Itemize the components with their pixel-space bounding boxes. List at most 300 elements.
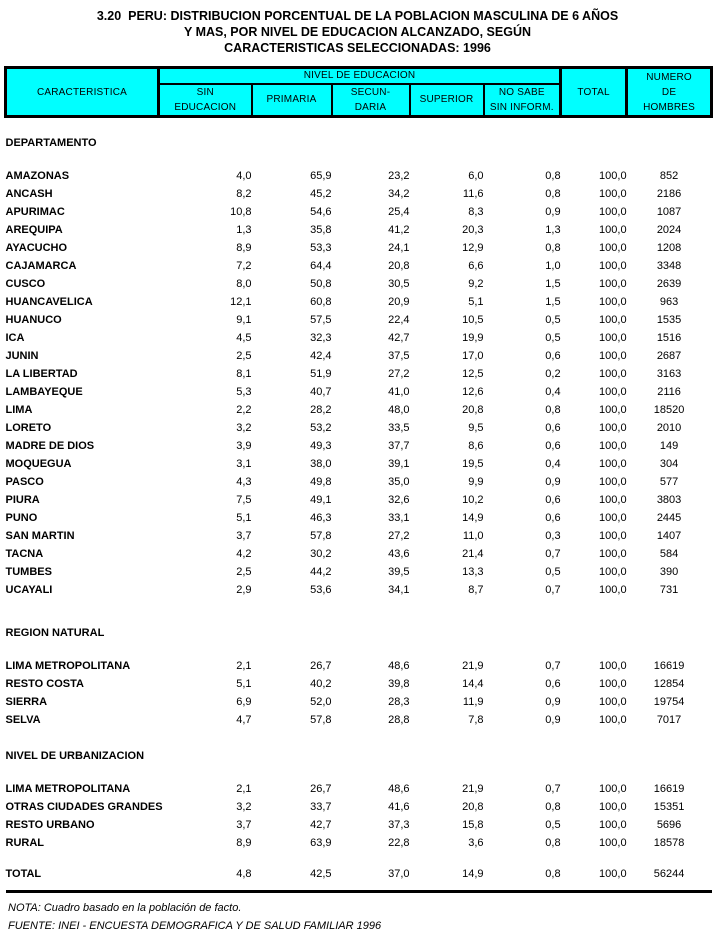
- value-cell: 3,2: [236, 800, 252, 813]
- table-row: [6, 383, 712, 401]
- value-cell: 14,4: [462, 677, 484, 690]
- value-cell: 2186: [656, 187, 682, 200]
- value-cell: 963: [659, 295, 679, 308]
- value-cell: 0,6: [545, 421, 561, 434]
- col-header-total: TOTAL: [561, 68, 627, 117]
- value-cell: 100,0: [599, 713, 627, 726]
- value-cell: 9,5: [468, 421, 484, 434]
- table-row: [6, 257, 712, 275]
- value-cell: 53,2: [310, 421, 332, 434]
- value-cell: 2,2: [236, 403, 252, 416]
- value-cell: 50,8: [310, 277, 332, 290]
- footer: [8, 899, 715, 935]
- value-cell: 100,0: [599, 349, 627, 362]
- table-row: [6, 711, 712, 729]
- value-cell: 6,6: [468, 259, 484, 272]
- bottom-rule: [6, 883, 712, 892]
- value-cell: 100,0: [599, 475, 627, 488]
- value-cell: 1,5: [545, 277, 561, 290]
- value-cell: 49,3: [310, 439, 332, 452]
- row-label: RESTO URBANO: [5, 818, 95, 831]
- value-cell: 1,3: [545, 223, 561, 236]
- value-cell: 22,8: [388, 836, 410, 849]
- table-row: [6, 167, 712, 185]
- value-cell: 100,0: [599, 169, 627, 182]
- value-cell: 42,7: [310, 818, 332, 831]
- value-cell: 100,0: [599, 493, 627, 506]
- row-label: PIURA: [5, 493, 40, 506]
- section-label: NIVEL DE URBANIZACION: [5, 749, 145, 762]
- sub-line: SIN INFORM.: [489, 101, 554, 113]
- sub-line: NO SABE: [498, 86, 545, 98]
- value-cell: 56244: [653, 867, 685, 880]
- row-label: SIERRA: [5, 695, 48, 708]
- table-header: [6, 68, 712, 117]
- value-cell: 1407: [656, 529, 682, 542]
- value-cell: 100,0: [599, 331, 627, 344]
- value-cell: 2,5: [236, 349, 252, 362]
- value-cell: 5,1: [468, 295, 484, 308]
- value-cell: 42,7: [388, 331, 410, 344]
- value-cell: 26,7: [310, 782, 332, 795]
- row-label: HUANCAVELICA: [5, 295, 93, 308]
- row-label: RESTO COSTA: [5, 677, 84, 690]
- numero-line-1: NUMERO: [646, 71, 692, 83]
- section-label-row: [6, 134, 712, 152]
- value-cell: 852: [659, 169, 679, 182]
- value-cell: 40,2: [310, 677, 332, 690]
- col-header-secundaria: [332, 84, 410, 117]
- row-label: PASCO: [5, 475, 44, 488]
- row-label: LA LIBERTAD: [5, 367, 78, 380]
- value-cell: 149: [659, 439, 679, 452]
- value-cell: 0,8: [545, 169, 561, 182]
- value-cell: 43,6: [388, 547, 410, 560]
- table-row: [6, 473, 712, 491]
- row-label: AYACUCHO: [5, 241, 68, 254]
- value-cell: 0,6: [545, 511, 561, 524]
- value-cell: 9,2: [468, 277, 484, 290]
- table-row: [6, 693, 712, 711]
- value-cell: 5,1: [236, 677, 252, 690]
- value-cell: 4,0: [236, 169, 252, 182]
- value-cell: 14,9: [462, 867, 484, 880]
- value-cell: 18578: [653, 836, 685, 849]
- value-cell: 20,8: [388, 259, 410, 272]
- value-cell: 28,2: [310, 403, 332, 416]
- col-header-sin-educacion: [159, 84, 252, 117]
- value-cell: 0,8: [545, 187, 561, 200]
- row-label: CUSCO: [5, 277, 46, 290]
- value-cell: 100,0: [599, 547, 627, 560]
- table-row: [6, 491, 712, 509]
- stats-table: [4, 66, 713, 893]
- value-cell: 14,9: [462, 511, 484, 524]
- value-cell: 0,9: [545, 205, 561, 218]
- table-row: [6, 834, 712, 852]
- value-cell: 8,6: [468, 439, 484, 452]
- value-cell: 10,2: [462, 493, 484, 506]
- value-cell: 48,6: [388, 659, 410, 672]
- value-cell: 3348: [656, 259, 682, 272]
- value-cell: 2445: [656, 511, 682, 524]
- value-cell: 100,0: [599, 818, 627, 831]
- value-cell: 20,8: [462, 403, 484, 416]
- value-cell: 100,0: [599, 223, 627, 236]
- value-cell: 100,0: [599, 385, 627, 398]
- value-cell: 100,0: [599, 695, 627, 708]
- value-cell: 57,8: [310, 529, 332, 542]
- value-cell: 100,0: [599, 565, 627, 578]
- value-cell: 15,8: [462, 818, 484, 831]
- value-cell: 100,0: [599, 367, 627, 380]
- table-row: [6, 581, 712, 599]
- value-cell: 15351: [653, 800, 685, 813]
- value-cell: 1,5: [545, 295, 561, 308]
- spacer-row: [6, 152, 712, 167]
- value-cell: 8,7: [468, 583, 484, 596]
- value-cell: 44,2: [310, 565, 332, 578]
- value-cell: 390: [659, 565, 679, 578]
- value-cell: 8,0: [236, 277, 252, 290]
- value-cell: 11,9: [462, 695, 484, 708]
- sub-line: PRIMARIA: [266, 94, 317, 106]
- value-cell: 0,8: [545, 403, 561, 416]
- header-row-group: [6, 68, 712, 84]
- spacer-row: [6, 642, 712, 657]
- value-cell: 4,3: [236, 475, 252, 488]
- value-cell: 0,9: [545, 475, 561, 488]
- value-cell: 34,1: [388, 583, 410, 596]
- value-cell: 1208: [656, 241, 682, 254]
- value-cell: 42,5: [310, 867, 332, 880]
- value-cell: 8,9: [236, 241, 252, 254]
- value-cell: 100,0: [599, 800, 627, 813]
- value-cell: 0,2: [545, 367, 561, 380]
- footer-fuente: FUENTE: INEI - ENCUESTA DEMOGRAFICA Y DE SALUD FAMILIAR 1996: [8, 920, 382, 932]
- value-cell: 49,8: [310, 475, 332, 488]
- value-cell: 100,0: [599, 439, 627, 452]
- value-cell: 100,0: [599, 836, 627, 849]
- table-row: [6, 657, 712, 675]
- table-row: [6, 865, 712, 883]
- value-cell: 0,5: [545, 313, 561, 326]
- value-cell: 731: [659, 583, 679, 596]
- value-cell: 584: [659, 547, 679, 560]
- value-cell: 10,8: [230, 205, 252, 218]
- value-cell: 20,9: [388, 295, 410, 308]
- value-cell: 0,8: [545, 800, 561, 813]
- table-row: [6, 239, 712, 257]
- value-cell: 32,3: [310, 331, 332, 344]
- value-cell: 28,3: [388, 695, 410, 708]
- value-cell: 0,5: [545, 818, 561, 831]
- row-label: HUANUCO: [5, 313, 62, 326]
- value-cell: 6,0: [468, 169, 484, 182]
- value-cell: 2687: [656, 349, 682, 362]
- value-cell: 37,0: [388, 867, 410, 880]
- row-label: LAMBAYEQUE: [5, 385, 83, 398]
- spacer-cell: [6, 642, 712, 657]
- value-cell: 35,8: [310, 223, 332, 236]
- value-cell: 22,4: [388, 313, 410, 326]
- value-cell: 100,0: [599, 259, 627, 272]
- value-cell: 577: [659, 475, 679, 488]
- spacer-cell: [6, 729, 712, 747]
- table-row: [6, 365, 712, 383]
- row-label: ICA: [5, 331, 25, 344]
- row-label: LIMA METROPOLITANA: [5, 782, 131, 795]
- value-cell: 100,0: [599, 677, 627, 690]
- value-cell: 1,0: [545, 259, 561, 272]
- value-cell: 48,6: [388, 782, 410, 795]
- value-cell: 16619: [653, 659, 685, 672]
- table-row: [6, 221, 712, 239]
- row-label: AMAZONAS: [5, 169, 70, 182]
- table-row: [6, 347, 712, 365]
- value-cell: 100,0: [599, 782, 627, 795]
- value-cell: 2,1: [236, 782, 252, 795]
- value-cell: 1535: [656, 313, 682, 326]
- row-label: AREQUIPA: [5, 223, 63, 236]
- value-cell: 100,0: [599, 313, 627, 326]
- row-label: PUNO: [5, 511, 38, 524]
- sub-line: EDUCACION: [174, 101, 237, 113]
- value-cell: 28,8: [388, 713, 410, 726]
- row-label: SELVA: [5, 713, 41, 726]
- section-label: DEPARTAMENTO: [5, 136, 97, 149]
- value-cell: 4,5: [236, 331, 252, 344]
- value-cell: 0,7: [545, 659, 561, 672]
- value-cell: 11,0: [462, 529, 484, 542]
- value-cell: 3,2: [236, 421, 252, 434]
- value-cell: 33,7: [310, 800, 332, 813]
- row-label: TACNA: [5, 547, 44, 560]
- spacer-cell: [6, 152, 712, 167]
- value-cell: 39,8: [388, 677, 410, 690]
- sub-line: SIN: [196, 86, 214, 98]
- value-cell: 60,8: [310, 295, 332, 308]
- value-cell: 12,5: [462, 367, 484, 380]
- value-cell: 27,2: [388, 529, 410, 542]
- value-cell: 40,7: [310, 385, 332, 398]
- title-line-1: 3.20 PERU: DISTRIBUCION PORCENTUAL DE LA POBLACION MASCULINA DE 6 AÑOS: [96, 9, 619, 23]
- value-cell: 23,2: [388, 169, 410, 182]
- value-cell: 21,9: [462, 782, 484, 795]
- value-cell: 19,9: [462, 331, 484, 344]
- value-cell: 37,3: [388, 818, 410, 831]
- sub-line: DARIA: [354, 101, 387, 113]
- row-label: RURAL: [5, 836, 44, 849]
- spacer-row: [6, 599, 712, 624]
- value-cell: 48,0: [388, 403, 410, 416]
- row-label: LIMA METROPOLITANA: [5, 659, 131, 672]
- value-cell: 52,0: [310, 695, 332, 708]
- value-cell: 0,6: [545, 439, 561, 452]
- col-header-no-sabe: [484, 84, 561, 117]
- table-row: [6, 509, 712, 527]
- value-cell: 11,6: [462, 187, 484, 200]
- value-cell: 41,0: [388, 385, 410, 398]
- value-cell: 19,5: [462, 457, 484, 470]
- value-cell: 5,1: [236, 511, 252, 524]
- col-header-primaria: [252, 84, 332, 117]
- value-cell: 65,9: [310, 169, 332, 182]
- value-cell: 54,6: [310, 205, 332, 218]
- value-cell: 37,7: [388, 439, 410, 452]
- value-cell: 37,5: [388, 349, 410, 362]
- value-cell: 3,7: [236, 529, 252, 542]
- value-cell: 0,6: [545, 349, 561, 362]
- table-row: [6, 545, 712, 563]
- value-cell: 1087: [656, 205, 682, 218]
- numero-line-3: HOMBRES: [643, 101, 696, 113]
- value-cell: 0,7: [545, 583, 561, 596]
- spacer-cell: [6, 852, 712, 865]
- value-cell: 8,1: [236, 367, 252, 380]
- value-cell: 45,2: [310, 187, 332, 200]
- title-line-2: Y MAS, POR NIVEL DE EDUCACION ALCANZADO, SEGÚN: [183, 25, 532, 39]
- col-header-nivel-de-educacion: NIVEL DE EDUCACION: [159, 68, 561, 84]
- value-cell: 2639: [656, 277, 682, 290]
- row-label: OTRAS CIUDADES GRANDES: [5, 800, 163, 813]
- value-cell: 1,3: [236, 223, 252, 236]
- value-cell: 7,8: [468, 713, 484, 726]
- table-row: [6, 798, 712, 816]
- value-cell: 0,3: [545, 529, 561, 542]
- value-cell: 0,6: [545, 493, 561, 506]
- spacer-row: [6, 852, 712, 865]
- table-row: [6, 563, 712, 581]
- table-row: [6, 527, 712, 545]
- section-label-row: [6, 747, 712, 765]
- value-cell: 0,8: [545, 867, 561, 880]
- value-cell: 100,0: [599, 511, 627, 524]
- col-header-caracteristica: CARACTERISTICA: [6, 68, 159, 117]
- value-cell: 100,0: [599, 867, 627, 880]
- value-cell: 27,2: [388, 367, 410, 380]
- document-title: [0, 0, 715, 56]
- value-cell: 100,0: [599, 421, 627, 434]
- value-cell: 7,5: [236, 493, 252, 506]
- table-row: [6, 419, 712, 437]
- value-cell: 3,7: [236, 818, 252, 831]
- value-cell: 100,0: [599, 277, 627, 290]
- row-label: ANCASH: [5, 187, 53, 200]
- value-cell: 0,9: [545, 695, 561, 708]
- value-cell: 4,8: [236, 867, 252, 880]
- value-cell: 16619: [653, 782, 685, 795]
- value-cell: 100,0: [599, 241, 627, 254]
- value-cell: 4,2: [236, 547, 252, 560]
- value-cell: 12854: [653, 677, 685, 690]
- table-row: [6, 311, 712, 329]
- value-cell: 0,8: [545, 836, 561, 849]
- spacer-row: [6, 117, 712, 134]
- value-cell: 2024: [656, 223, 682, 236]
- value-cell: 3,9: [236, 439, 252, 452]
- value-cell: 1516: [656, 331, 682, 344]
- value-cell: 35,0: [388, 475, 410, 488]
- value-cell: 30,2: [310, 547, 332, 560]
- value-cell: 34,2: [388, 187, 410, 200]
- value-cell: 100,0: [599, 529, 627, 542]
- value-cell: 12,1: [230, 295, 252, 308]
- table-row: [6, 816, 712, 834]
- value-cell: 63,9: [310, 836, 332, 849]
- value-cell: 0,4: [545, 457, 561, 470]
- footer-nota: NOTA: Cuadro basado en la población de facto.: [8, 902, 242, 914]
- value-cell: 33,1: [388, 511, 410, 524]
- sub-line: SECUN-: [350, 86, 391, 98]
- row-label: TOTAL: [5, 867, 42, 880]
- value-cell: 9,1: [236, 313, 252, 326]
- value-cell: 7017: [656, 713, 682, 726]
- row-label: SAN MARTIN: [5, 529, 75, 542]
- table-row: [6, 185, 712, 203]
- value-cell: 3803: [656, 493, 682, 506]
- value-cell: 10,5: [462, 313, 484, 326]
- value-cell: 21,9: [462, 659, 484, 672]
- value-cell: 5,3: [236, 385, 252, 398]
- section-label: REGION NATURAL: [5, 626, 105, 639]
- sub-line: SUPERIOR: [419, 94, 474, 106]
- value-cell: 51,9: [310, 367, 332, 380]
- value-cell: 0,4: [545, 385, 561, 398]
- spacer-row: [6, 765, 712, 780]
- value-cell: 39,1: [388, 457, 410, 470]
- value-cell: 53,3: [310, 241, 332, 254]
- value-cell: 100,0: [599, 187, 627, 200]
- value-cell: 49,1: [310, 493, 332, 506]
- title-line-3: CARACTERISTICAS SELECCIONADAS: 1996: [224, 41, 491, 55]
- value-cell: 30,5: [388, 277, 410, 290]
- value-cell: 0,5: [545, 331, 561, 344]
- table-row: [6, 455, 712, 473]
- value-cell: 24,1: [388, 241, 410, 254]
- spacer-cell: [6, 599, 712, 624]
- value-cell: 53,6: [310, 583, 332, 596]
- value-cell: 0,7: [545, 782, 561, 795]
- row-label: JUNIN: [5, 349, 39, 362]
- value-cell: 6,9: [236, 695, 252, 708]
- value-cell: 20,8: [462, 800, 484, 813]
- table-row: [6, 275, 712, 293]
- value-cell: 100,0: [599, 205, 627, 218]
- bottom-rule-cell: [6, 883, 712, 892]
- value-cell: 21,4: [462, 547, 484, 560]
- value-cell: 3163: [656, 367, 682, 380]
- col-header-numero-de-hombres: [627, 68, 712, 117]
- row-label: MOQUEGUA: [5, 457, 72, 470]
- table-row: [6, 675, 712, 693]
- value-cell: 42,4: [310, 349, 332, 362]
- value-cell: 8,3: [468, 205, 484, 218]
- row-label: CAJAMARCA: [5, 259, 77, 272]
- row-label: TUMBES: [5, 565, 52, 578]
- value-cell: 7,2: [236, 259, 252, 272]
- value-cell: 0,8: [545, 241, 561, 254]
- section-label-row: [6, 624, 712, 642]
- value-cell: 9,9: [468, 475, 484, 488]
- value-cell: 25,4: [388, 205, 410, 218]
- value-cell: 0,7: [545, 547, 561, 560]
- numero-line-2: DE: [661, 86, 677, 98]
- value-cell: 33,5: [388, 421, 410, 434]
- value-cell: 12,9: [462, 241, 484, 254]
- spacer-cell: [6, 117, 712, 134]
- value-cell: 26,7: [310, 659, 332, 672]
